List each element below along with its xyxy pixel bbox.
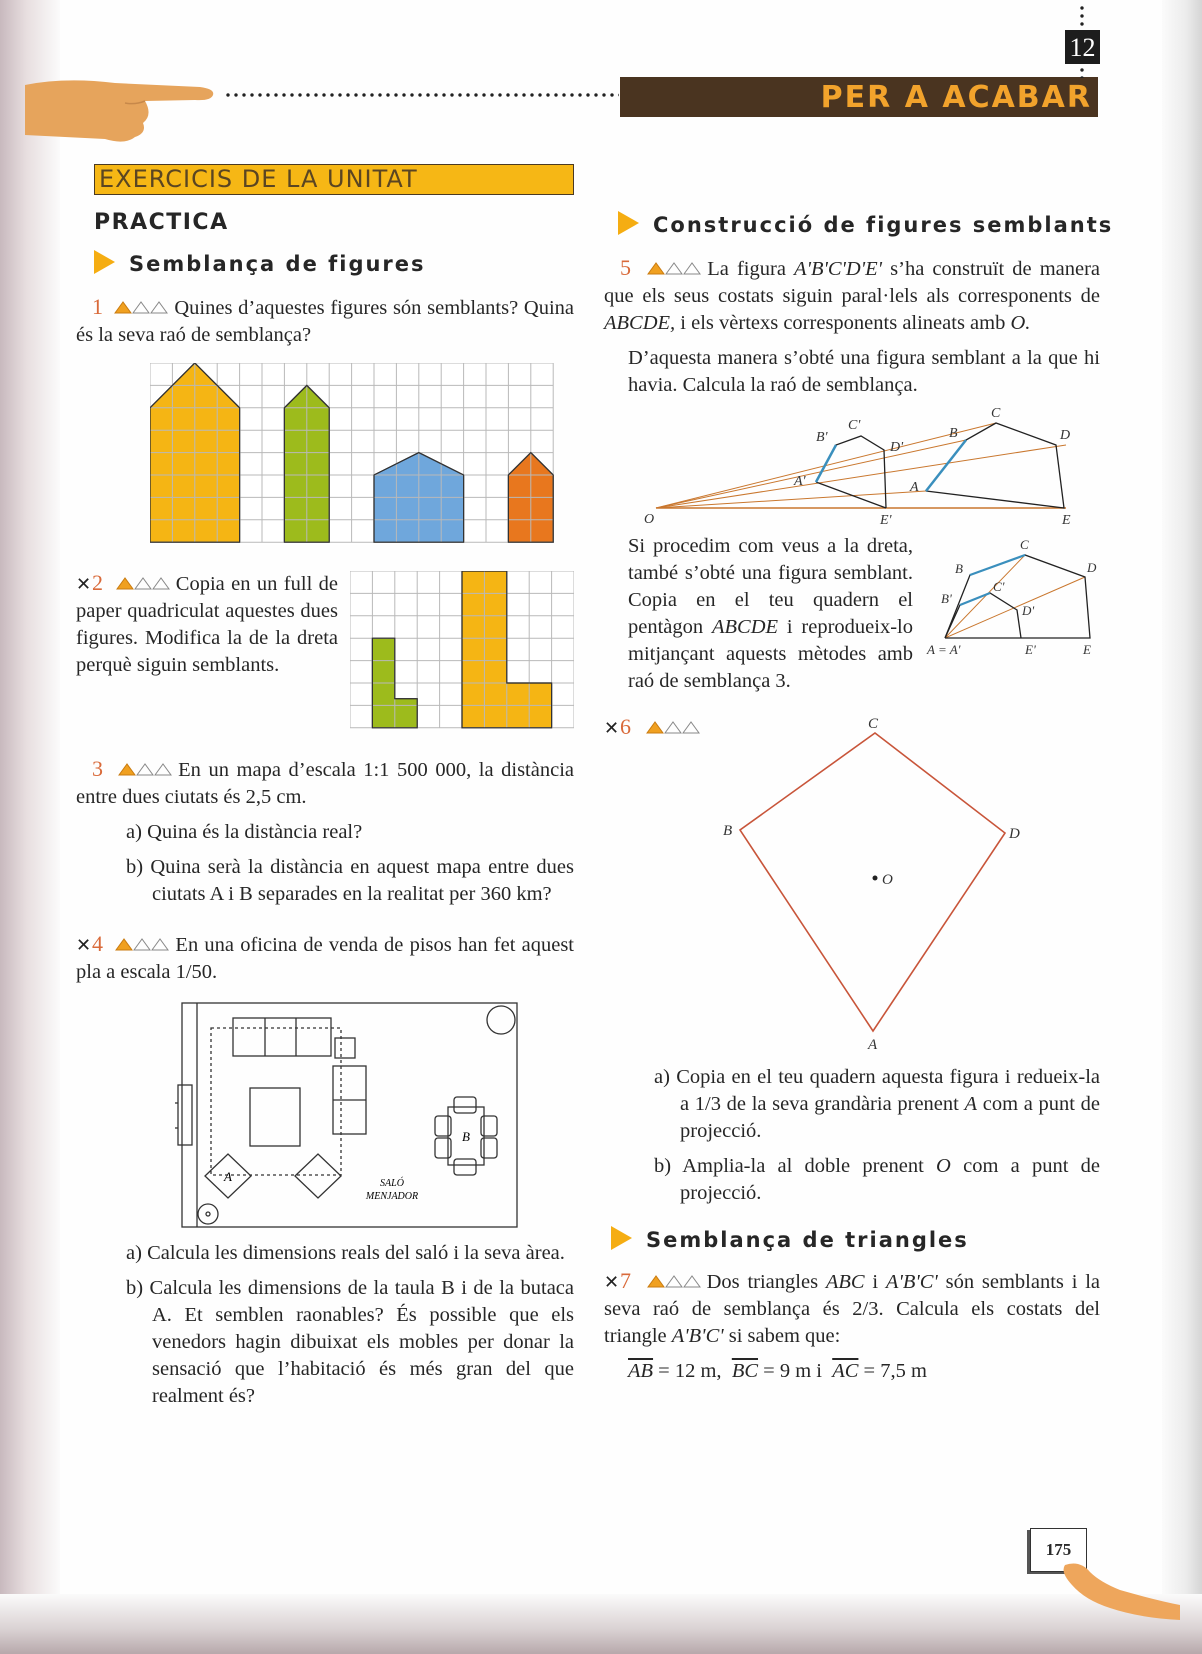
item-label: b)	[654, 1155, 672, 1177]
difficulty-icon	[115, 932, 169, 959]
exercise-text: La figura	[707, 258, 786, 280]
exercise-7-sides	[628, 1358, 1100, 1385]
plan-room-label-2: MENJADOR	[365, 1191, 419, 1202]
difficulty-icon	[646, 715, 700, 742]
exercise-text: si sabem que:	[728, 1325, 841, 1347]
exercise-3a	[126, 819, 574, 846]
triangle-bullet-icon	[618, 211, 639, 235]
exercise-3	[76, 755, 574, 811]
topic-title: Semblança de triangles	[646, 1228, 969, 1252]
label-E-prime: E'	[880, 513, 892, 525]
item-label: b)	[126, 1277, 144, 1299]
right-column	[604, 210, 1114, 1385]
exercise-text: Quines d’aquestes figures són semblants? Quina és la seva raó de semblança?	[76, 297, 574, 346]
left-column	[76, 164, 574, 1410]
exercise-text: Si procedim com veus a la dreta, també s’obté una figura semblant. Copia en el teu quadern el pentàgon	[628, 535, 913, 638]
label-C: C	[991, 406, 1001, 421]
topic-title: Construcció de figures semblants	[653, 213, 1114, 237]
subsection-heading: PRACTICA	[94, 210, 229, 235]
exercise-2-grid-figure	[350, 571, 574, 729]
triangle-name: A'B'C'	[671, 1325, 724, 1347]
label-B-prime: B'	[816, 430, 828, 445]
segment-value: = 7,5 m	[863, 1360, 927, 1382]
page-number: 175	[1030, 1528, 1087, 1572]
label-A: A	[910, 480, 919, 495]
exercise-number: 7	[620, 1268, 631, 1293]
page-edge-shadow	[1162, 0, 1202, 1654]
exercise-7	[604, 1267, 1100, 1350]
segment-value: = 9 m i	[763, 1360, 822, 1382]
exercise-text: i	[872, 1271, 879, 1293]
item-text: Calcula les dimensions de la taula B i de la butaca A. Et semblen raonables? És possible que els venedors hagin dibuixat els mobles per donar la sensació que l’habitació és més gran del que realment és?	[149, 1277, 574, 1407]
label-E-prime: E'	[1025, 642, 1036, 657]
difficulty-icon	[647, 256, 701, 283]
exercise-number: 1	[92, 294, 103, 319]
label-C: C	[868, 716, 879, 732]
exercise-4a	[126, 1240, 574, 1267]
item-label: a)	[126, 1242, 142, 1264]
plan-rug	[211, 1028, 341, 1175]
exercise-6b	[654, 1153, 1100, 1207]
exercise-6a	[654, 1064, 1100, 1145]
homothety-vertex-diagram	[925, 535, 1100, 657]
plan-label-b: B	[462, 1129, 470, 1144]
label-A-eq-A-prime: A = A'	[927, 642, 961, 657]
triangle-bullet-icon	[94, 250, 115, 274]
exercise-5-text2: D’aquesta manera s’obté una figura semblant a la que hi havia. Calcula la raó de semblança.	[628, 347, 1100, 396]
plan-label-a: A	[224, 1169, 232, 1184]
item-label: a)	[654, 1066, 670, 1088]
point-name: O	[936, 1155, 951, 1177]
dotted-leader-vertical	[1080, 4, 1084, 26]
topic-heading-construction	[618, 210, 1114, 240]
homothety-diagram	[636, 403, 1081, 525]
triangle-name: ABC	[825, 1271, 865, 1293]
triangle-bullet-icon	[611, 1226, 632, 1250]
label-B: B	[949, 426, 958, 441]
exercise-number: 6	[620, 714, 631, 739]
item-text: Quina serà la distància en aquest mapa entre dues ciutats A i B separades en la realitat per 360 km?	[150, 856, 574, 905]
exercise-number: 4	[92, 931, 103, 956]
pointing-hand-icon	[25, 75, 225, 145]
point-name: A	[964, 1093, 978, 1115]
exercise-text: Copia en un full de paper quadriculat aquestes dues figures. Modifica la de la dreta perquè siguin semblants.	[76, 573, 339, 676]
label-C: C	[1020, 537, 1029, 552]
exercise-text: s’ha construït de manera que els seus costats siguin paral·lels als corresponents de	[604, 258, 1101, 307]
label-A: A	[868, 1037, 878, 1053]
exercise-5	[604, 254, 1100, 337]
exercise-number: 2	[92, 570, 103, 595]
floor-plan	[175, 998, 520, 1228]
topic-heading-triangles	[611, 1225, 1100, 1255]
hand-icon	[1060, 1560, 1180, 1620]
label-E: E	[1062, 513, 1071, 525]
chapter-number: 12	[1065, 30, 1100, 64]
label-A-prime: A'	[794, 474, 806, 489]
label-D-prime: D'	[1022, 603, 1035, 618]
triangle-name: A'B'C'	[885, 1271, 938, 1293]
plan-coffee-table	[250, 1088, 300, 1146]
segment-bc: $\overline{BC}$	[731, 1360, 759, 1382]
plan-lamp	[487, 1006, 515, 1034]
segment-ac: $\overline{AC}$	[832, 1360, 859, 1382]
kite-quadrilateral	[740, 733, 1005, 1031]
item-label: b)	[126, 856, 144, 878]
label-C-prime: C'	[993, 579, 1005, 594]
plan-tv-unit	[178, 1085, 192, 1145]
difficulty-icon	[118, 757, 172, 784]
figure-name: A'B'C'D'E'	[794, 258, 883, 280]
segment-ab: $\overline{AB}$	[628, 1360, 654, 1382]
label-O: O	[882, 872, 893, 888]
figure-name: ABCDE,	[604, 312, 676, 334]
exercise-4	[76, 930, 574, 986]
label-B: B	[723, 823, 733, 839]
label-D: D	[1060, 428, 1071, 443]
plan-side-table	[335, 1038, 355, 1058]
label-O: O	[644, 512, 655, 525]
item-text: com a punt de projecció.	[680, 1093, 1100, 1142]
label-D: D	[1087, 560, 1097, 575]
label-E: E	[1083, 642, 1091, 657]
point-O	[873, 876, 878, 881]
label-B-prime: B'	[941, 591, 952, 606]
item-text: Amplia-la al doble prenent	[682, 1155, 924, 1177]
done-mark-icon: ✕	[604, 718, 620, 738]
exercise-text: En un mapa d’escala 1:1 500 000, la distància entre dues ciutats és 2,5 cm.	[76, 759, 574, 808]
done-mark-icon: ✕	[604, 1272, 620, 1292]
label-D-prime: D'	[890, 440, 904, 455]
exercise-text: Dos triangles	[706, 1271, 819, 1293]
exercise-number: 3	[92, 756, 103, 781]
chapter-banner: PER A ACABAR	[620, 77, 1098, 117]
exercise-1-grid-figure	[150, 363, 554, 545]
plan-armchair	[295, 1154, 341, 1198]
plan-plant	[198, 1204, 218, 1224]
dotted-leader-vertical	[1080, 66, 1084, 78]
label-C-prime: C'	[848, 418, 861, 433]
item-label: a)	[126, 821, 142, 843]
exercise-2-block	[76, 569, 574, 733]
exercise-text: i els vèrtexs corresponents alineats amb	[680, 312, 1006, 334]
exercise-5-text3-cont: i reprodueix-lo mitjançant aquests mètodes amb raó de semblança 3.	[628, 616, 913, 692]
difficulty-icon	[116, 571, 170, 598]
exercise-5-text3-block	[604, 533, 1100, 695]
exercise-text: són semblants i la seva raó de semblança és 2/3. Calcula els costats del triangle	[604, 1271, 1101, 1347]
item-text: Calcula les dimensions reals del saló i la seva àrea.	[147, 1242, 565, 1264]
book-spine-shadow	[0, 0, 60, 1654]
difficulty-icon	[647, 1269, 701, 1296]
dotted-leader	[224, 93, 619, 97]
section-bar: EXERCICIS DE LA UNITAT	[94, 164, 574, 195]
kite-figure	[715, 713, 1035, 1053]
label-B: B	[955, 561, 963, 576]
exercise-number: 5	[620, 255, 631, 280]
item-text: Copia en el teu quadern aquesta figura i redueix-la a 1/3 de la seva grandària prenent	[676, 1066, 1100, 1115]
point-name: O.	[1010, 312, 1031, 334]
exercise-text: En una oficina de venda de pisos han fet aquest pla a escala 1/50.	[76, 934, 574, 983]
exercise-6-block	[604, 713, 1100, 1058]
figure-name: ABCDE	[712, 616, 779, 638]
difficulty-icon	[114, 295, 168, 322]
done-mark-icon: ✕	[76, 574, 92, 594]
segment-value: = 12 m,	[658, 1360, 722, 1382]
plan-sofa	[233, 1018, 331, 1056]
exercise-3b	[126, 854, 574, 908]
done-mark-icon: ✕	[76, 935, 92, 955]
exercise-1	[76, 293, 574, 349]
item-text: Quina és la distància real?	[147, 821, 363, 843]
topic-title: Semblança de figures	[129, 252, 426, 276]
topic-heading-similarity	[94, 249, 574, 279]
plan-room-label: SALÓ	[380, 1178, 404, 1189]
item-text: com a punt de projecció.	[680, 1155, 1100, 1204]
label-D: D	[1009, 826, 1020, 842]
page-bottom-shadow	[0, 1594, 1202, 1654]
exercise-4b	[126, 1275, 574, 1410]
